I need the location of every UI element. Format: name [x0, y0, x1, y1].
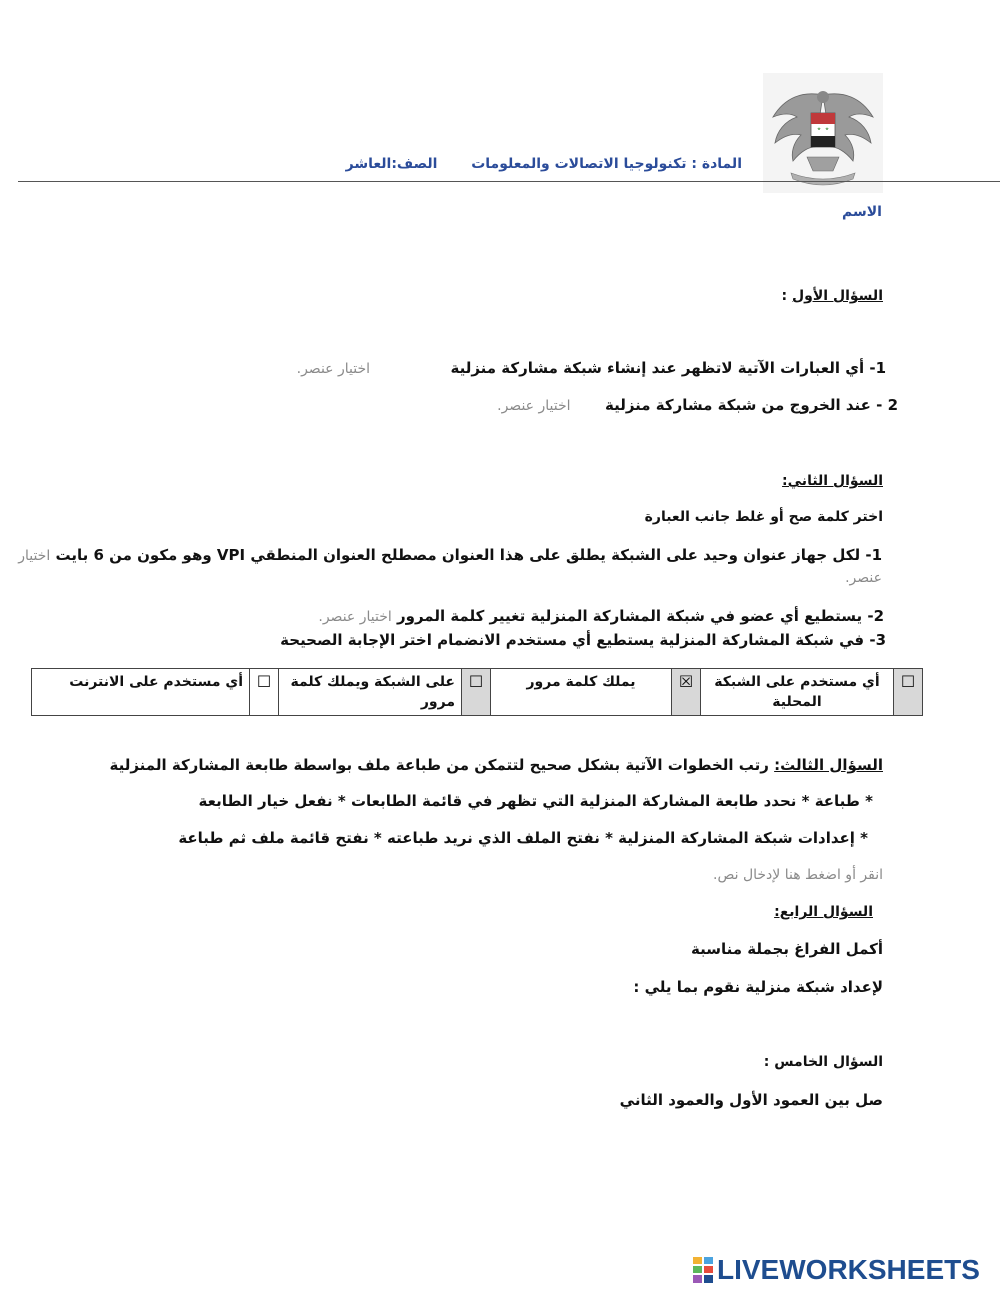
option-3-checkbox[interactable]: ☐ [462, 669, 491, 716]
q3-instruction: رتب الخطوات الآتية بشكل صحيح لتتمكن من طباعة ملف بواسطة طابعة المشاركة المنزلية [109, 756, 775, 774]
q2-item1-text: 1- لكل جهاز عنوان وحيد على الشبكة يطلق على هذا العنوان مصطلح العنوان المنطقي VPI وهو مكون من 6 بايت [55, 546, 882, 564]
q2-item1-dropdown[interactable]: اختيار [18, 548, 51, 564]
q1-item2-text: - عند الخروج من شبكة مشاركة منزلية [604, 396, 883, 414]
q3-header [109, 756, 883, 774]
option-4-label: أي مستخدم على الانترنت [32, 669, 250, 716]
q1-item1-text: أي العبارات الآتية لاتظهر عند إنشاء شبكة مشاركة منزلية [450, 359, 865, 377]
q1-item2-number: 2 [887, 396, 898, 414]
q1-item-1 [296, 359, 886, 377]
syrian-eagle-emblem-icon [763, 73, 883, 193]
q2-options-table [31, 668, 923, 716]
q3-title: السؤال الثالث: [774, 756, 883, 774]
q3-answer-input[interactable]: انقر أو اضغط هنا لإدخال نص. [713, 867, 883, 883]
q1-title-text: السؤال الأول [792, 288, 883, 304]
q1-item2-dropdown[interactable]: اختيار عنصر. [497, 398, 571, 414]
liveworksheets-logo-text: LIVEWORKSHEETS [717, 1254, 980, 1285]
q2-item2-text: 2- يستطيع أي عضو في شبكة المشاركة المنزلية تغيير كلمة المرور [396, 607, 884, 625]
header-divider [18, 181, 1000, 182]
q4-item: لإعداد شبكة منزلية نقوم بما يلي : [633, 978, 883, 996]
q2-title: السؤال الثاني: [782, 473, 883, 489]
q2-item-2 [300, 607, 884, 625]
q1-item1-number: 1- [869, 359, 886, 377]
subject-label: المادة : تكنولوجيا الاتصالات والمعلومات [471, 156, 742, 172]
option-3-label: على الشبكة ويملك كلمة مرور [279, 669, 462, 716]
q2-item2-dropdown[interactable]: اختيار عنصر. [318, 609, 392, 625]
q1-title [600, 288, 883, 304]
q4-title: السؤال الرابع: [774, 904, 873, 920]
q2-options-row [32, 669, 923, 716]
option-4-checkbox[interactable]: ☐ [250, 669, 279, 716]
liveworksheets-logo-icon [693, 1257, 713, 1283]
option-2-checkbox[interactable]: ☒ [672, 669, 701, 716]
q1-item1-dropdown[interactable]: اختيار عنصر. [296, 361, 370, 377]
name-label: الاسم [842, 204, 882, 220]
q1-item-2 [480, 396, 898, 414]
option-1-label: أي مستخدم على الشبكة المحلية [701, 669, 894, 716]
q4-instruction: أكمل الفراغ بجملة مناسبة [691, 940, 883, 958]
q3-steps-line-2: * إعدادات شبكة المشاركة المنزلية * نفتح الملف الذي نريد طباعته * نفتح قائمة ملف ثم طباعة [178, 829, 868, 847]
q5-instruction: صل بين العمود الأول والعمود الثاني [619, 1091, 883, 1109]
header-subject-grade [345, 156, 742, 172]
q2-item-1 [18, 546, 882, 564]
q1-title-suffix: : [781, 288, 793, 304]
option-2-label: يملك كلمة مرور [491, 669, 672, 716]
q3-steps-line-1: * طباعة * نحدد طابعة المشاركة المنزلية التي تظهر في قائمة الطابعات * نفعل خيار الطابعة [198, 792, 873, 810]
option-1-checkbox[interactable]: ☐ [894, 669, 923, 716]
q2-instruction: اختر كلمة صح أو غلط جانب العبارة [644, 509, 883, 525]
liveworksheets-logo[interactable] [693, 1253, 980, 1287]
q2-item-3: 3- في شبكة المشاركة المنزلية يستطيع أي مستخدم الانضمام اختر الإجابة الصحيحة [280, 631, 886, 649]
q5-title: السؤال الخامس : [763, 1054, 883, 1070]
grade-label: الصف:العاشر [345, 156, 438, 172]
q2-item1-dropdown-continued[interactable]: عنصر. [845, 570, 882, 586]
